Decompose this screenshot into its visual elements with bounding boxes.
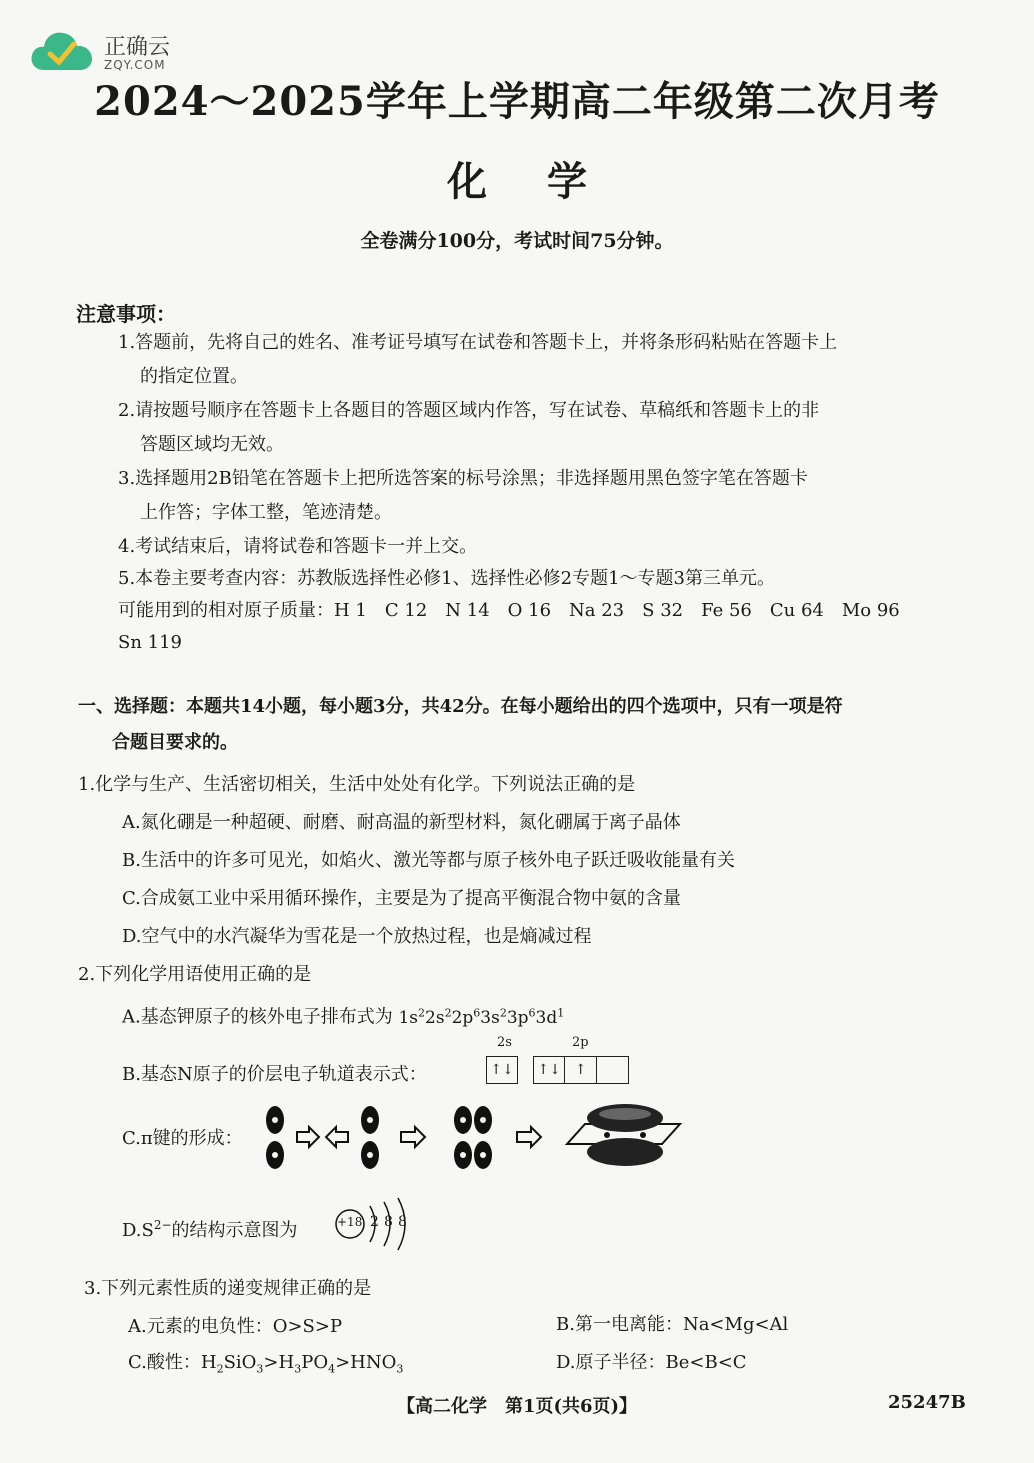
shell-2: 8 <box>384 1214 393 1230</box>
logo-text: 正确云 <box>104 35 171 60</box>
q1-option-d: D.空气中的水汽凝华为雪花是一个放热过程，也是熵减过程 <box>122 926 592 947</box>
exam-info: 全卷满分100分，考试时间75分钟。 <box>360 230 674 252</box>
q1-option-b: B.生活中的许多可见光，如焰火、激光等都与原子核外电子跃迁吸收能量有关 <box>122 850 735 871</box>
note-1: 1.答题前，先将自己的姓名、准考证号填写在试卷和答题卡上，并将条形码粘贴在答题卡上 <box>118 332 838 353</box>
subject-title: 化学 <box>447 158 647 205</box>
q2-option-d: $D.S^{2-}$的结构示意图为 <box>122 1218 298 1241</box>
page-footer: 【高二化学 第1页(共6页)】 <box>396 1396 638 1417</box>
q3-option-b: B.第一电离能：Na<Mg<Al <box>556 1314 789 1335</box>
note-1b: 的指定位置。 <box>140 366 248 387</box>
exam-title: 2024～2025学年上学期高二年级第二次月考 <box>94 78 940 125</box>
sulfide-ion-structure <box>334 1196 424 1252</box>
shell-1: 2 <box>370 1214 379 1230</box>
note-4: 4.考试结束后，请将试卷和答题卡一并上交。 <box>118 536 478 557</box>
masses-label: 可能用到的相对原子质量： <box>118 600 334 621</box>
note-2b: 答题区域均无效。 <box>140 434 284 455</box>
q1-stem: 1.化学与生产、生活密切相关，生活中处处有化学。下列说法正确的是 <box>78 774 636 795</box>
orbital-box-2p-3 <box>597 1056 629 1084</box>
q1-option-c: C.合成氨工业中采用循环操作，主要是为了提高平衡混合物中氨的含量 <box>122 888 681 909</box>
nucleus-charge: +18 <box>337 1215 363 1229</box>
pi-bond-diagram <box>255 1100 685 1180</box>
notes-heading: 注意事项： <box>76 302 176 326</box>
cloud-check-icon <box>30 28 94 72</box>
note-5: 5.本卷主要考查内容：苏教版选择性必修1、选择性必修2专题1～专题3第三单元。 <box>118 568 775 589</box>
label-2p: 2p <box>572 1035 589 1050</box>
note-3b: 上作答；字体工整，笔迹清楚。 <box>140 502 392 523</box>
label-2s: 2s <box>497 1035 512 1050</box>
shell-3: 8 <box>398 1214 407 1230</box>
logo-url: ZQY.COM <box>104 58 166 72</box>
section-heading: 一、选择题：本题共14小题，每小题3分，共42分。在每小题给出的四个选项中，只有一项是符 <box>78 696 843 717</box>
electron-config: $1s^22s^22p^63s^23p^63d^1$ <box>398 1006 565 1028</box>
q3-option-c: C.酸性：$H_2SiO_3>H_3PO_4>HNO_3$ <box>128 1352 404 1376</box>
atomic-masses-2: Sn 119 <box>118 632 183 653</box>
orbital-box-2s: ↑↓ <box>486 1056 518 1084</box>
q2a-text: A.基态钾原子的核外电子排布式为 <box>122 1006 393 1028</box>
q1-option-a: A.氮化硼是一种超硬、耐磨、耐高温的新型材料，氮化硼属于离子晶体 <box>122 812 681 833</box>
note-2: 2.请按题号顺序在答题卡上各题目的答题区域内作答，写在试卷、草稿纸和答题卡上的非 <box>118 400 820 421</box>
q2-stem: 2.下列化学用语使用正确的是 <box>78 964 312 985</box>
orbital-box-2p-1: ↑↓ <box>533 1056 565 1084</box>
orbital-box-2p-2: ↑ <box>565 1056 597 1084</box>
q3-option-a: A.元素的电负性：O>S>P <box>128 1316 343 1337</box>
q2-option-c: C.π键的形成： <box>122 1128 243 1149</box>
note-3: 3.选择题用2B铅笔在答题卡上把所选答案的标号涂黑；非选择题用黑色签字笔在答题卡 <box>118 468 808 489</box>
q3-stem: 3.下列元素性质的递变规律正确的是 <box>84 1278 372 1299</box>
q2-option-b: B.基态N原子的价层电子轨道表示式： <box>122 1064 427 1085</box>
orbital-diagram <box>486 1056 629 1084</box>
q2-option-a <box>122 1000 564 1031</box>
q3-option-d: D.原子半径：Be<B<C <box>556 1352 747 1373</box>
section-heading-2: 合题目要求的。 <box>112 732 238 753</box>
masses-values: H 1 C 12 N 14 O 16 Na 23 S 32 Fe 56 Cu 64 Mo 96 <box>334 600 900 621</box>
atomic-masses <box>118 598 900 624</box>
exam-code: 25247B <box>888 1392 966 1413</box>
